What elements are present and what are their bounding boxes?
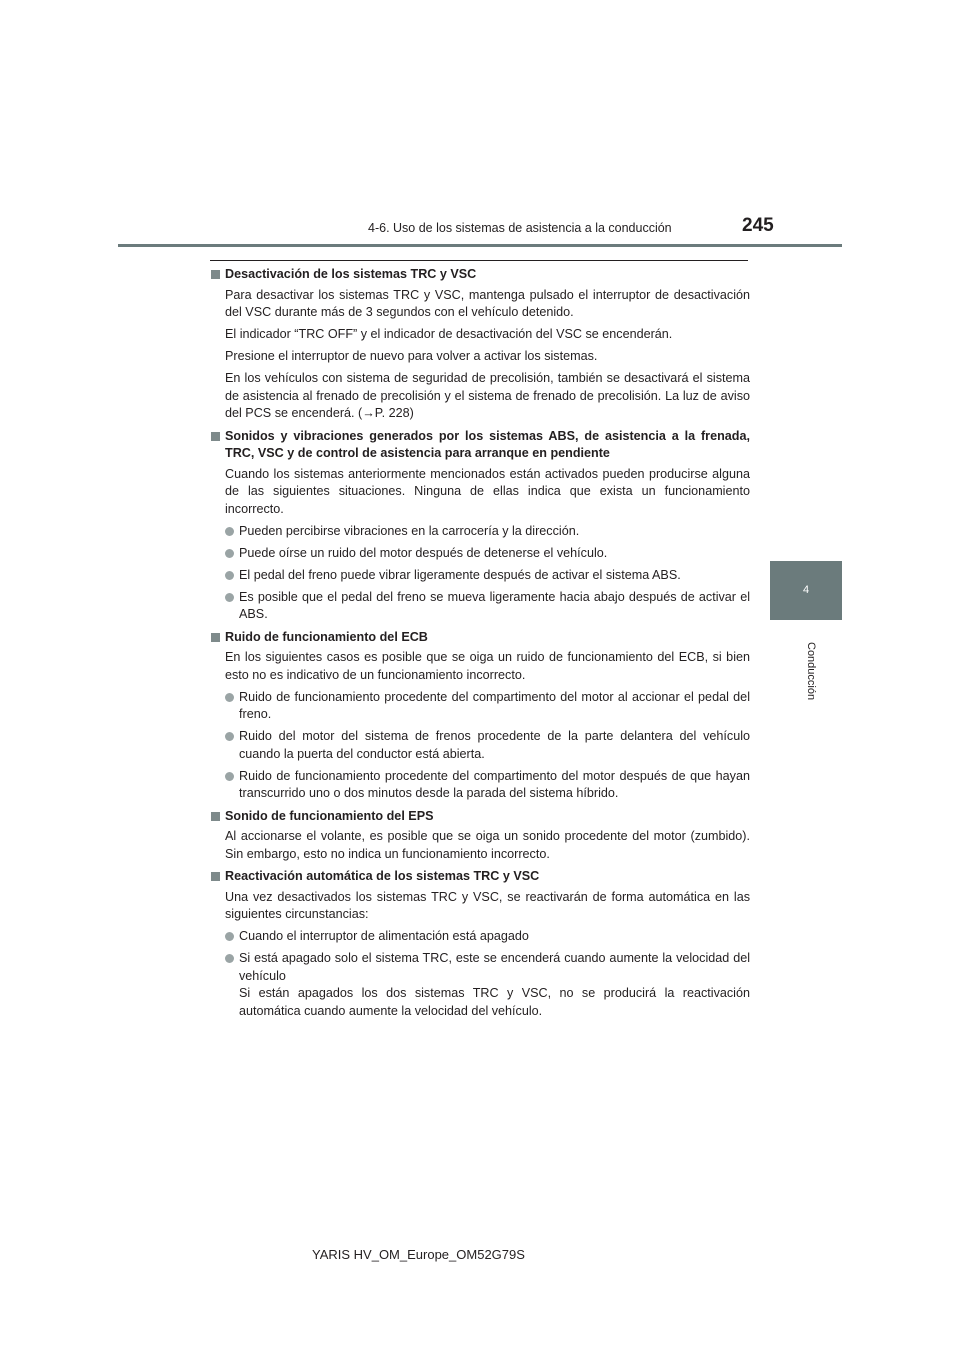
section-heading-text: Reactivación automática de los sistemas TRC y VSC <box>225 869 540 883</box>
bullet-dot-icon <box>225 571 234 580</box>
bullet-item <box>225 589 750 624</box>
bullet-item <box>225 950 750 1020</box>
section-heading-text: Desactivación de los sistemas TRC y VSC <box>225 267 477 281</box>
paragraph: Para desactivar los sistemas TRC y VSC, mantenga pulsado el interruptor de desactivación del VSC durante más de 3 segundos con el vehículo detenido. <box>225 287 750 319</box>
bullet-item <box>225 928 750 946</box>
section-heading <box>210 629 750 647</box>
bullet-item <box>225 523 750 541</box>
section-heading-text: Sonidos y vibraciones generados por los sistemas ABS, de asistencia a la frenada, TRC, VSC y de control de asistencia para arranque en pendiente <box>225 428 750 460</box>
section <box>210 266 750 423</box>
bullet-text: Pueden percibirse vibraciones en la carrocería y la dirección. <box>239 523 580 538</box>
bullet-text: Si está apagado solo el sistema TRC, este se encenderá cuando aumente la velocidad del vehículo Si están apagados los dos sistemas TRC y VSC, no se producirá la reactivación automática cuando aumente la velocidad del vehículo. <box>239 951 750 1018</box>
square-marker-icon <box>211 633 220 642</box>
bullet-dot-icon <box>225 954 234 963</box>
square-marker-icon <box>211 872 220 881</box>
paragraph: En los vehículos con sistema de seguridad de precolisión, también se desactivará el sistema de asistencia al frenado de precolisión y el sistema de frenado de precolisión. La luz de aviso del PCS se encenderá. (→P. 228) <box>225 371 750 420</box>
bullet-dot-icon <box>225 772 234 781</box>
content-body <box>210 266 750 1025</box>
bullet-text: Es posible que el pedal del freno se mueva ligeramente hacia abajo después de activar el ABS. <box>239 589 750 621</box>
square-marker-icon <box>211 812 220 821</box>
bullet-item <box>225 768 750 803</box>
bullet-text: Ruido de funcionamiento procedente del compartimento del motor al accionar el pedal del freno. <box>239 689 750 721</box>
bullet-dot-icon <box>225 593 234 602</box>
paragraph: Al accionarse el volante, es posible que se oiga un sonido procedente del motor (zumbido). Sin embargo, esto no indica un funcionamiento incorrecto. <box>225 829 750 861</box>
section <box>210 808 750 864</box>
section <box>210 428 750 624</box>
bullet-text: Ruido del motor del sistema de frenos procedente de la parte delantera del vehículo cuando la puerta del conductor está abierta. <box>239 729 750 761</box>
bullet-dot-icon <box>225 732 234 741</box>
section-heading <box>210 808 750 826</box>
chapter-tab[interactable] <box>770 561 842 620</box>
section <box>210 868 750 1020</box>
section <box>210 629 750 803</box>
bullet-item <box>225 545 750 563</box>
paragraph: Una vez desactivados los sistemas TRC y VSC, se reactivarán de forma automática en las siguientes circunstancias: <box>225 889 750 921</box>
paragraph: En los siguientes casos es posible que se oiga un ruido de funcionamiento del ECB, si bien esto no es indicativo de un funcionamiento incorrecto. <box>225 650 750 682</box>
bullet-text: Ruido de funcionamiento procedente del compartimento del motor después de que hayan transcurrido uno o dos minutos desde la parada del sistema híbrido. <box>239 768 750 800</box>
paragraph: Presione el interruptor de nuevo para volver a activar los sistemas. <box>225 349 598 363</box>
chapter-label: Conducción <box>805 642 817 701</box>
bullet-text: Cuando el interruptor de alimentación está apagado <box>239 929 529 943</box>
square-marker-icon <box>211 432 220 441</box>
footer-document-id: YARIS HV_OM_Europe_OM52G79S <box>312 1247 525 1262</box>
bullet-item <box>225 689 750 724</box>
bullet-item <box>225 567 750 585</box>
square-marker-icon <box>211 270 220 279</box>
content-rule <box>210 260 748 261</box>
section-heading-text: Ruido de funcionamiento del ECB <box>225 629 428 644</box>
bullet-text: El pedal del freno puede vibrar ligeramente después de activar el sistema ABS. <box>239 567 681 582</box>
header-rule <box>118 244 842 247</box>
chapter-number: 4 <box>802 584 810 596</box>
bullet-dot-icon <box>225 932 234 941</box>
section-heading-text: Sonido de funcionamiento del EPS <box>225 808 434 823</box>
bullet-item <box>225 728 750 763</box>
bullet-dot-icon <box>225 549 234 558</box>
paragraph: Cuando los sistemas anteriormente mencionados están activados pueden producirse alguna de las siguientes situaciones. Ninguna de ellas indica que exista un funcionamiento incorrecto. <box>225 466 750 516</box>
section-heading <box>210 266 750 284</box>
bullet-text: Puede oírse un ruido del motor después de detenerse el vehículo. <box>239 545 608 560</box>
header-section-title: 4-6. Uso de los sistemas de asistencia a la conducción <box>368 221 672 235</box>
bullet-dot-icon <box>225 693 234 702</box>
section-heading <box>210 428 750 463</box>
page-number: 245 <box>742 215 774 236</box>
paragraph: El indicador “TRC OFF” y el indicador de desactivación del VSC se encenderán. <box>225 327 673 341</box>
bullet-dot-icon <box>225 527 234 536</box>
section-heading <box>210 868 750 886</box>
